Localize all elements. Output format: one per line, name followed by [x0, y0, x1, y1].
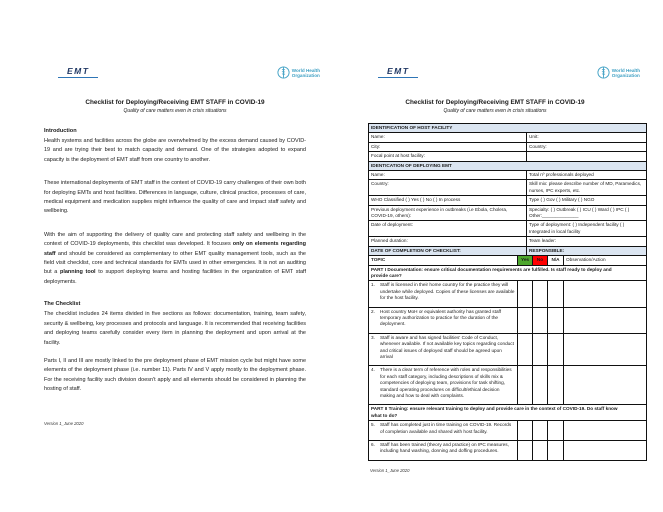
date-of-completion-label: DATE OF COMPLETION OF CHECKLIST:	[369, 246, 527, 255]
paragraph-2: These international deployments of EMT staff in the context of COVID-19 carry challenges of their own both for deploying EMTs and host facilities. Differences in language, culture, clinical practice, processes of care, medical equipment and medication supplies might influence the quality of care and impact staff safety and wellbeing.	[44, 180, 306, 215]
page-subtitle: Quality of care matters even in crisis situations	[123, 108, 227, 114]
emt-logo: EMT	[378, 66, 418, 78]
p3-bold-planning-tool: planning tool	[59, 269, 96, 276]
page-title: Checklist for Deploying/Receiving EMT STAFF in COVID-19	[85, 99, 265, 106]
item-text: Staff is aware and has signed facilities' Code of Conduct, whenever available. If not available key topics regarding conduct and critical issues of deployed staff should be agreed upon arrival	[380, 334, 514, 359]
topic-column-header: TOPIC	[369, 256, 518, 265]
item-statement	[369, 333, 518, 366]
city-field: City:	[369, 142, 527, 151]
total-professionals-field: Total nº professionals deployed	[527, 171, 647, 180]
item-number: 5.	[371, 422, 375, 428]
who-logo-text	[612, 68, 640, 78]
na-checkbox-cell	[548, 366, 564, 405]
no-checkbox-cell	[533, 281, 548, 307]
item-statement	[369, 441, 518, 461]
page-header	[58, 66, 320, 86]
yes-checkbox-cell	[518, 421, 533, 441]
item-number: 6.	[371, 442, 375, 448]
deploying-emt-header-row	[369, 161, 647, 170]
checklist-item-row	[369, 441, 647, 461]
name-field: Name:	[369, 133, 527, 142]
observation-cell	[564, 366, 647, 405]
specialty-field: Specialty: ( ) Outbreak ( ) ICU ( ) Ward ( ) IPC ( ) Other:______________	[527, 205, 647, 221]
na-column-header: N/A	[548, 256, 564, 265]
type-field: Type ( ) Gov ( ) Military ( ) NGO	[527, 196, 647, 205]
item-statement	[369, 307, 518, 333]
who-text-line1: World Health	[611, 67, 640, 73]
no-checkbox-cell	[533, 333, 548, 366]
item-statement	[369, 281, 518, 307]
who-logo-text	[292, 68, 320, 78]
yes-checkbox-cell	[518, 333, 533, 366]
no-checkbox-cell	[533, 421, 548, 441]
item-statement	[369, 421, 518, 441]
country-field: Country:	[527, 142, 647, 151]
page-subtitle: Quality of care matters even in crisis situations	[443, 108, 547, 114]
unit-field: Unit:	[527, 133, 647, 142]
p3-segment: and should be considered as complementary to other EMT quality management tools, such as the field visit checklist, core and technical standards for EMTs used in other emergencies. It is not an auditing but a	[44, 250, 306, 276]
form-row	[369, 133, 647, 142]
item-text: Staff has completed just in time training on COVID-19. Records of completion available and shared with host facility.	[380, 422, 512, 434]
no-checkbox-cell	[533, 307, 548, 333]
who-emblem-icon	[597, 66, 610, 79]
who-text-line2: Organization	[291, 72, 320, 78]
type-of-deployment-field: Type of deployment: ( ) Independent facility ( ) Integrated in local facility	[527, 221, 647, 237]
part1-section-header: PART I Documentation: ensure critical documentation requirements are fulfilled. Is staff ready to deploy and provide care?	[369, 265, 647, 281]
emt-name-field: Name:	[369, 171, 527, 180]
who-text-line2: Organization	[611, 72, 640, 78]
who-emblem-icon	[277, 66, 290, 79]
item-text: There is a clear term of reference with roles and responsibilities for each staff category, including descriptions of skills mix & competencies of deploying team, provisions for task shifting, standard operating procedures on difficult/ethical decision making and how to deal with complaints.	[380, 367, 512, 398]
yes-column-header: Yes	[518, 256, 533, 265]
checklist-item-row	[369, 307, 647, 333]
form-row	[369, 196, 647, 205]
yes-checkbox-cell	[518, 307, 533, 333]
emt-country-field: Country:	[369, 180, 527, 196]
part1-header-row	[369, 265, 647, 281]
team-leader-field: Team leader:	[527, 237, 647, 246]
form-row	[369, 180, 647, 196]
item-number: 1.	[371, 282, 375, 288]
who-text-line1: World Health	[291, 67, 320, 73]
page-title: Checklist for Deploying/Receiving EMT STAFF in COVID-19	[405, 99, 585, 106]
form-row	[369, 205, 647, 221]
observation-cell	[564, 333, 647, 366]
introduction-heading: Introduction	[44, 128, 77, 134]
intro-text-block	[44, 128, 306, 395]
item-text: Staff has been trained (theory and practice) on IPC measures, including hand washing, donning and doffing procedures.	[380, 442, 509, 454]
page-right	[340, 0, 650, 512]
no-checkbox-cell	[533, 441, 548, 461]
item-text: Host country MoH or equivalent authority has granted staff temporary authorization to practice for the duration of the deployment.	[380, 308, 502, 327]
checklist-item-row	[369, 281, 647, 307]
form-row	[369, 152, 647, 161]
observation-cell	[564, 421, 647, 441]
observation-cell	[564, 441, 647, 461]
host-facility-section-header: IDENTIFICATION OF HOST FACILITY	[369, 124, 647, 133]
responsible-label: RESPONSIBLE:	[527, 246, 647, 255]
no-column-header: No	[533, 256, 548, 265]
part2-section-header: PART II Training: ensure relevant training to deploy and provide care in the context of COVID-19. Do staff know what to do?	[369, 405, 647, 421]
na-checkbox-cell	[548, 333, 564, 366]
form-row	[369, 221, 647, 237]
item-number: 3.	[371, 334, 375, 340]
version-footer-left: Version 1_June 2020	[44, 420, 84, 426]
skill-mix-field: Skill mix: please describe number of MD, Paramedics, nurses, IPC experts, etc.	[527, 180, 647, 196]
empty-field	[527, 152, 647, 161]
yes-checkbox-cell	[518, 441, 533, 461]
planned-duration-field: Planned duration:	[369, 237, 527, 246]
who-logo	[597, 66, 640, 79]
na-checkbox-cell	[548, 421, 564, 441]
topic-header-row	[369, 256, 647, 265]
yes-checkbox-cell	[518, 366, 533, 405]
page-header	[378, 66, 640, 86]
host-facility-header-row	[369, 124, 647, 133]
form-row	[369, 237, 647, 246]
item-text: Staff is licensed in their home country for the practice they will undertake while deployed. Copies of these licenses are available for the host facility.	[380, 282, 515, 301]
focal-point-field: Focal point at host facility:	[369, 152, 527, 161]
paragraph-4: The checklist includes 24 items divided in five sections as follows: documentation, training, team safety, security & wellbeing, key processes and protocols and language. It is recommended that receiving facilities and deploying teams carefully consider every item in planning the deployment and upon arrival at the facility.	[44, 311, 306, 346]
yes-checkbox-cell	[518, 281, 533, 307]
page-left	[20, 0, 330, 512]
date-of-deployment-field: Date of deployment:	[369, 221, 527, 237]
item-number: 2.	[371, 308, 375, 314]
checklist-form	[368, 123, 646, 461]
no-checkbox-cell	[533, 366, 548, 405]
form-row	[369, 142, 647, 151]
version-footer-right: Version 1_June 2020	[370, 467, 410, 473]
observation-column-header: Observation/Action	[564, 256, 647, 265]
form-row	[369, 171, 647, 180]
observation-cell	[564, 281, 647, 307]
checklist-table	[368, 255, 647, 461]
previous-experience-field: Previous deployment experience in outbreaks (i.e Ebola, Cholera, COVID-19, others):	[369, 205, 527, 221]
part2-header-row	[369, 405, 647, 421]
emt-logo: EMT	[58, 66, 98, 78]
observation-cell	[564, 307, 647, 333]
paragraph-5: Parts I, II and III are mostly linked to the pre deployment phase of EMT mission cycle but might have some elements of the deployment phase (i.e. number 11). Parts IV and V apply mostly to the deployment phase. For the receiving facility such division doesn't apply and all elements should be considered in planning the hosting of staff.	[44, 357, 306, 393]
item-number: 4.	[371, 367, 375, 373]
the-checklist-heading: The Checklist	[44, 301, 81, 308]
paragraph-1: Health systems and facilities across the globe are overwhelmed by the excess demand caused by COVID-19 and are trying their best to match capacity and demand. One of the strategies adopted to expand capacity is the deployment of EMT staff from one country to another.	[44, 138, 306, 163]
identification-table	[368, 123, 647, 256]
p3-segment: to support deploying teams and hosting facilities in the organization of EMT staff deployments.	[44, 269, 306, 285]
checklist-item-row	[369, 366, 647, 405]
paragraph-3	[44, 231, 306, 287]
who-classified-field: WHO Classified ( ) Yes ( ) No ( ) In process	[369, 196, 527, 205]
item-statement	[369, 366, 518, 405]
na-checkbox-cell	[548, 307, 564, 333]
deploying-emt-section-header: IDENTICATION OF DEPLOYING EMT	[369, 161, 647, 170]
checklist-item-row	[369, 421, 647, 441]
checklist-item-row	[369, 333, 647, 366]
na-checkbox-cell	[548, 441, 564, 461]
who-logo	[277, 66, 320, 79]
na-checkbox-cell	[548, 281, 564, 307]
p3-bold-elements-regarding-staff: only on elements regarding staff	[44, 241, 306, 257]
p3-segment: With the aim of supporting the delivery of quality care and protecting staff safety and wellbeing in the context of COVID-19 deployments, this checklist was developed. It focuses	[44, 231, 306, 248]
